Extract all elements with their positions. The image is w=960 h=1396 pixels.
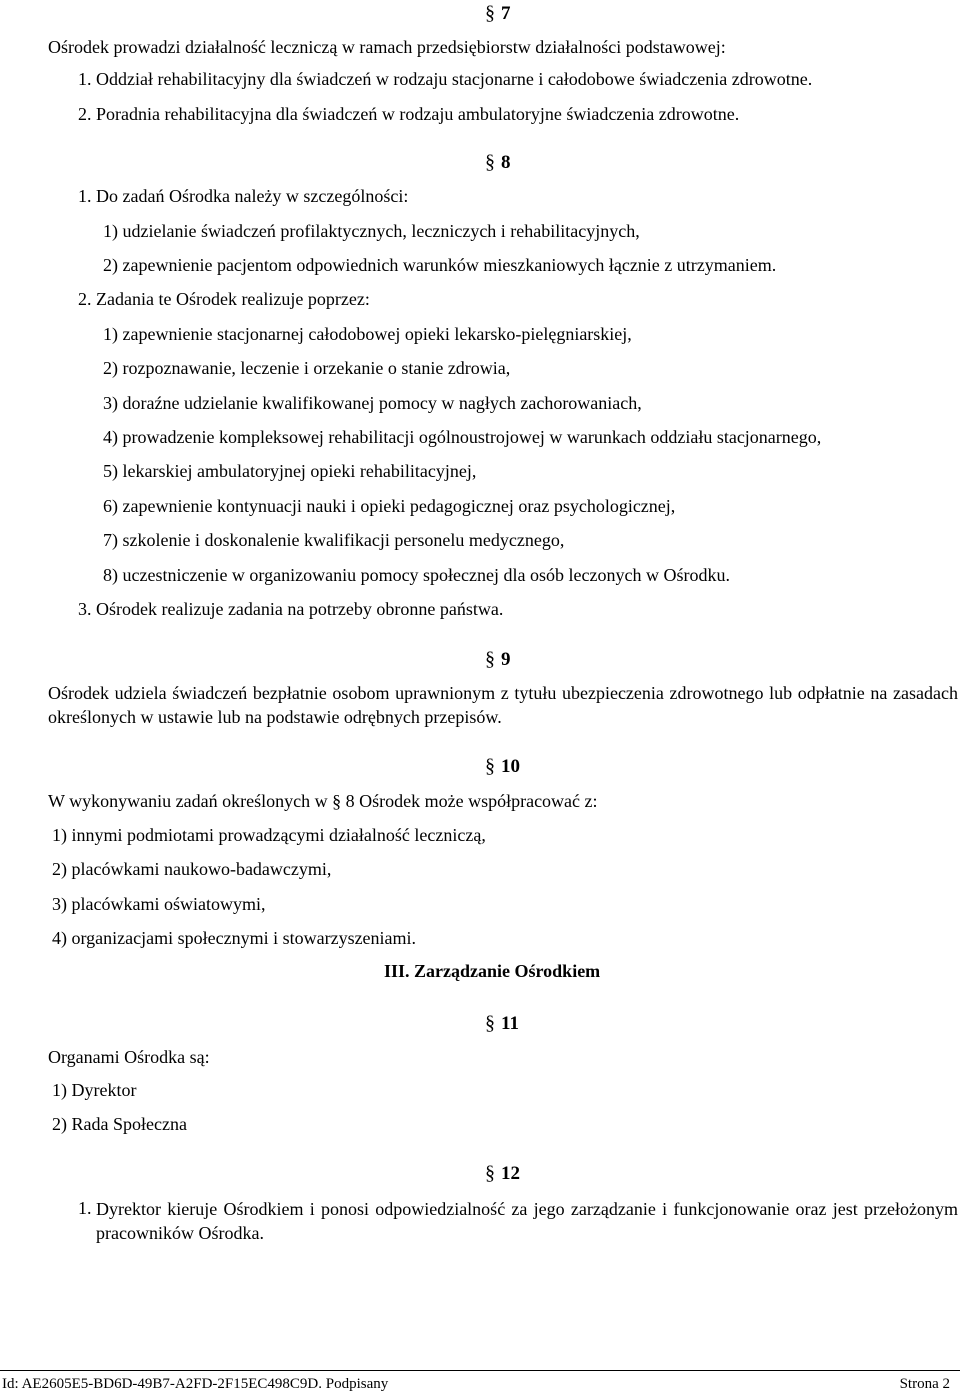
section-8-p2: 2. Zadania te Ośrodek realizuje poprzez: bbox=[78, 289, 370, 309]
section-8-p1-item-1: 1) udzielanie świadczeń profilaktycznych, leczniczych i rehabilitacyjnych, bbox=[103, 221, 640, 241]
section-12-heading: § 12 bbox=[485, 1162, 520, 1184]
section-8-p2-item-8: 8) uczestniczenie w organizowaniu pomocy społecznej dla osób leczonych w Ośrodku. bbox=[103, 565, 730, 585]
section-symbol: § bbox=[485, 2, 495, 24]
section-11-heading: § 11 bbox=[485, 1012, 519, 1034]
section-8-p2-item-4: 4) prowadzenie kompleksowej rehabilitacji ogólnoustrojowej w warunkach oddziału stacjonarnego, bbox=[103, 427, 822, 447]
section-8-p1: 1. Do zadań Ośrodka należy w szczególności: bbox=[78, 186, 409, 206]
section-8-heading: § 8 bbox=[485, 151, 511, 173]
section-12-number: 1. bbox=[78, 1198, 92, 1218]
section-8-p2-item-6: 6) zapewnienie kontynuacji nauki i opieki pedagogicznej oraz psychologicznej, bbox=[103, 496, 676, 516]
section-12-text: Dyrektor kieruje Ośrodkiem i ponosi odpowiedzialność za jego zarządzanie i funkcjonowanie oraz jest przełożonym pracowników Ośrodka. bbox=[96, 1199, 958, 1243]
section-7-item-1: 1. Oddział rehabilitacyjny dla świadczeń w rodzaju stacjonarne i całodobowe świadczenia zdrowotne. bbox=[78, 69, 813, 89]
section-8-p2-item-5: 5) lekarskiej ambulatoryjnej opieki rehabilitacyjnej, bbox=[103, 461, 477, 481]
section-10-item-3: 3) placówkami oświatowymi, bbox=[52, 894, 266, 914]
section-10-item-2: 2) placówkami naukowo-badawczymi, bbox=[52, 859, 332, 879]
section-10-item-4: 4) organizacjami społecznymi i stowarzyszeniami. bbox=[52, 928, 417, 948]
section-7-intro: Ośrodek prowadzi działalność leczniczą w ramach przedsiębiorstw działalności podstawowej: bbox=[48, 37, 726, 57]
chapter-3-title: III. Zarządzanie Ośrodkiem bbox=[384, 961, 601, 981]
section-8-p2-item-1: 1) zapewnienie stacjonarnej całodobowej opieki lekarsko-pielęgniarskiej, bbox=[103, 324, 632, 344]
section-7-item-2: 2. Poradnia rehabilitacyjna dla świadczeń w rodzaju ambulatoryjne świadczenia zdrowotne. bbox=[78, 104, 740, 124]
section-8-p1-item-2: 2) zapewnienie pacjentom odpowiednich warunków mieszkaniowych łącznie z utrzymaniem. bbox=[103, 255, 777, 275]
section-11-item-2: 2) Rada Społeczna bbox=[52, 1114, 187, 1134]
section-symbol: § bbox=[332, 791, 342, 811]
section-8-p2-item-2: 2) rozpoznawanie, leczenie i orzekanie o stanie zdrowia, bbox=[103, 358, 511, 378]
footer-document-id: Id: AE2605E5-BD6D-49B7-A2FD-2F15EC498C9D. Podpisany bbox=[2, 1376, 389, 1392]
section-11-intro: Organami Ośrodka są: bbox=[48, 1047, 210, 1067]
footer-page-number: Strona 2 bbox=[899, 1376, 950, 1392]
section-10-heading: § 10 bbox=[485, 755, 520, 777]
section-8-p2-item-3: 3) doraźne udzielanie kwalifikowanej pomocy w nagłych zachorowaniach, bbox=[103, 393, 642, 413]
section-8-p2-item-7: 7) szkolenie i doskonalenie kwalifikacji personelu medycznego, bbox=[103, 530, 565, 550]
section-11-item-1: 1) Dyrektor bbox=[52, 1080, 137, 1100]
section-9-text: Ośrodek udziela świadczeń bezpłatnie osobom uprawnionym z tytułu ubezpieczenia zdrowotnego lub odpłatnie na zasadach określonych w ustawie lub na podstawie odrębnych przepisów. bbox=[48, 683, 958, 727]
section-9-heading: § 9 bbox=[485, 648, 511, 670]
section-10-item-1: 1) innymi podmiotami prowadzącymi działalność leczniczą, bbox=[52, 825, 486, 845]
footer-rule bbox=[0, 1370, 960, 1371]
section-10-intro: W wykonywaniu zadań określonych w § 8 Ośrodek może współpracować z: bbox=[48, 791, 598, 811]
section-8-p3: 3. Ośrodek realizuje zadania na potrzeby obronne państwa. bbox=[78, 599, 504, 619]
section-7-heading: § 7 bbox=[485, 2, 511, 24]
